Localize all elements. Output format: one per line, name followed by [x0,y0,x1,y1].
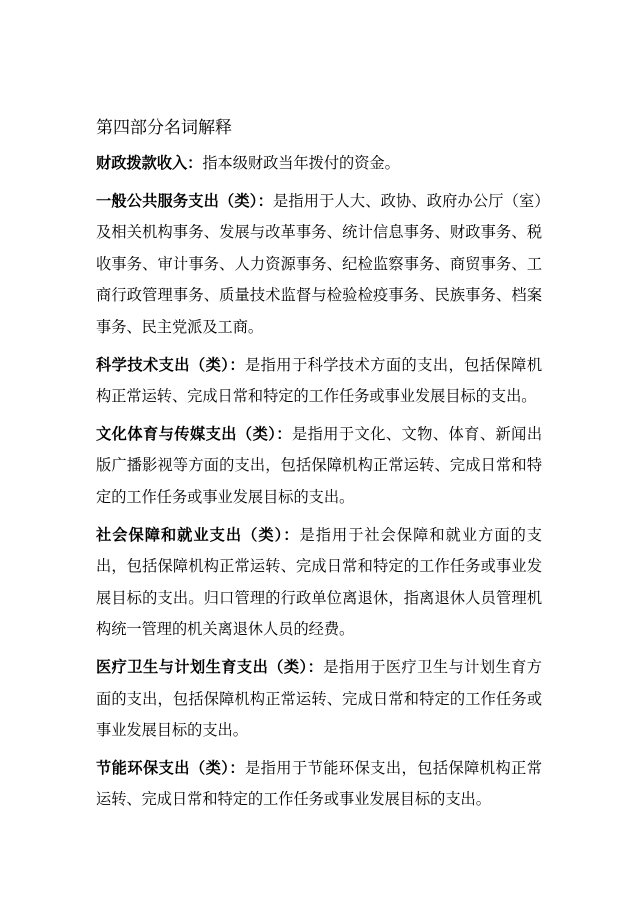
term-label: 财政拨款收入： [96,154,203,172]
definition-text: 是指用于科学技术方面的支出，包括保障机构正常运转、完成日常和特定的工作任务或事业发展目标的支出。 [96,355,543,406]
definition-text: 是指用于医疗卫生与计划生育方面的支出，包括保障机构正常运转、完成日常和特定的工作任务或事业发展目标的支出。 [96,657,542,740]
definition-fiscal-appropriation-income [96,148,542,180]
term-label: 医疗卫生与计划生育支出（类）： [96,657,324,676]
definition-science-technology [96,350,542,413]
term-label: 节能环保支出（类）： [96,758,245,777]
term-label: 文化体育与传媒支出（类）： [96,424,292,443]
term-label: 一般公共服务支出（类）： [96,191,273,210]
section-title: 第四部分名词解释 [96,118,232,138]
definition-text: 是指用于人大、政协、政府办公厅（室）及相关机构事务、发展与改革事务、统计信息事务、财政事务、税收事务、审计事务、人力资源事务、纪检监察事务、商贸事务、工商行政管理事务、质量技术监督与检验检疫事务、民族事务、档案事务、民主党派及工商。 [96,191,542,336]
term-label: 科学技术支出（类）： [96,355,245,374]
definition-general-public-services [96,186,542,344]
term-label: 社会保障和就业支出（类）： [96,525,300,544]
definition-social-security-employment [96,520,542,646]
definition-energy-environment [96,753,542,816]
definition-culture-sports-media [96,419,542,514]
definition-text: 是指用于节能环保支出，包括保障机构正常运转、完成日常和特定的工作任务或事业发展目标的支出。 [96,758,543,809]
document-page [96,114,542,822]
definition-text: 指本级财政当年拨付的资金。 [202,154,400,172]
definition-text: 是指用于社会保障和就业方面的支出，包括保障机构正常运转、完成日常和特定的工作任务或事业发展目标的支出。归口管理的行政单位离退休，指离退休人员管理机构统一管理的机关离退休人员的经费。 [96,525,542,639]
definition-health-family-planning [96,652,542,747]
definition-text: 是指用于文化、文物、体育、新闻出版广播影视等方面的支出，包括保障机构正常运转、完成日常和特定的工作任务或事业发展目标的支出。 [96,424,543,506]
